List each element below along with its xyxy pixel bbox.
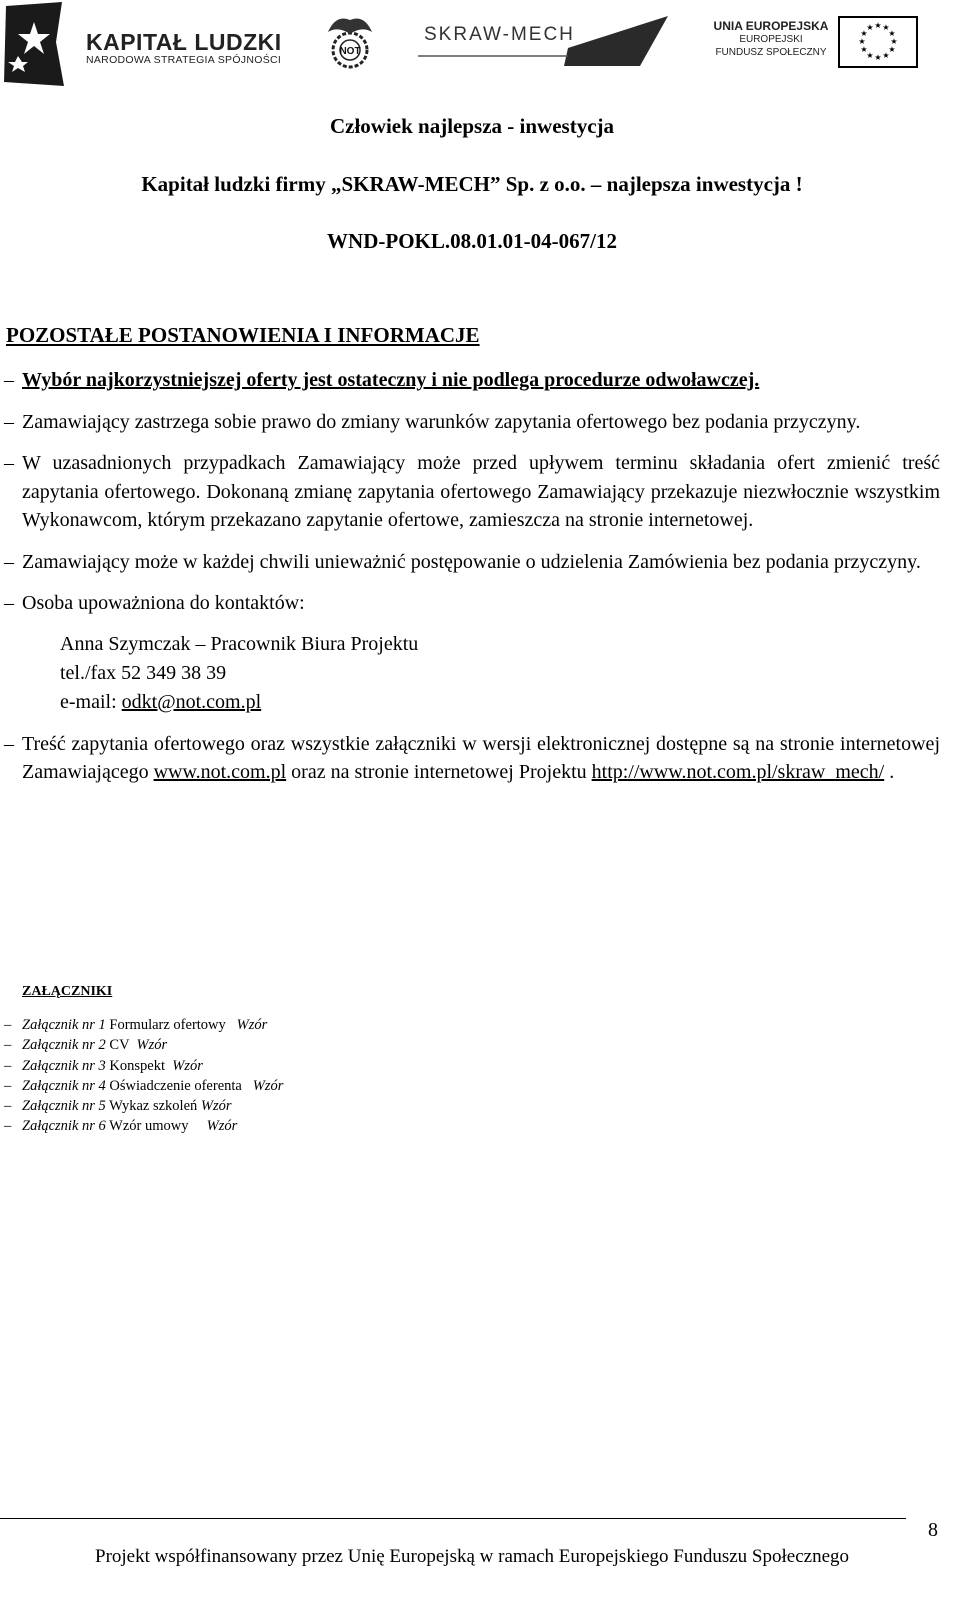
not-logo-text: NOT: [339, 46, 361, 57]
contact-name: Anna Szymczak – Pracownik Biura Projektu: [60, 632, 419, 655]
contact-email-line: [60, 688, 940, 717]
dash-marker: –: [4, 1098, 12, 1115]
attachment-item: [6, 1076, 283, 1096]
attachment-label: Załącznik nr 3: [22, 1057, 106, 1074]
kapital-ludzki-name: KAPITAŁ LUDZKI: [86, 29, 282, 55]
header-line-2: Kapitał ludzki firmy „SKRAW-MECH” Sp. z o.o. – najlepsza inwestycja !: [141, 172, 803, 196]
eu-flag-icon: [838, 16, 918, 68]
list-item: [6, 449, 940, 535]
attachment-name: Oświadczenie oferenta: [109, 1077, 242, 1094]
attachment-tag: Wzór: [206, 1118, 238, 1135]
dash-marker: –: [4, 1118, 12, 1135]
attachment-item: [6, 1056, 283, 1076]
dash-marker: –: [4, 592, 14, 614]
project-link[interactable]: http://www.not.com.pl/skraw_mech/: [591, 761, 885, 783]
dash-marker: –: [4, 1077, 12, 1094]
list-item: [6, 589, 940, 717]
contact-block: [22, 630, 940, 717]
attachment-label: Załącznik nr 5: [22, 1098, 106, 1115]
attachment-name: Wzór umowy: [109, 1118, 189, 1135]
dash-marker: –: [4, 369, 14, 391]
attachment-tag: Wzór: [172, 1057, 203, 1074]
bullet-text: W uzasadnionych przypadkach Zamawiający może przed upływem terminu składania ofert zmienić treść zapytania ofertowego. Dokonaną zmianę zapytania ofertowego Zamawiający przekazuje niezwłocznie wszystkim Wykonawcom, którym przekazano zapytanie ofertowe, zamieszcza na stronie internetowej.: [22, 452, 940, 531]
attachment-tag: Wzór: [236, 1017, 268, 1033]
website-link[interactable]: www.not.com.pl: [153, 761, 287, 783]
kapital-ludzki-star-icon: [4, 2, 64, 86]
svg-text:★: ★: [860, 45, 868, 54]
attachments-list: [6, 1015, 283, 1137]
page-number: 8: [928, 1519, 938, 1541]
footer-divider: [0, 1518, 906, 1519]
svg-text:★: ★: [874, 21, 882, 30]
project-number: WND-POKL.08.01.01-04-067/12: [327, 229, 617, 253]
svg-text:★: ★: [866, 51, 874, 60]
bullet-text: Zamawiający zastrzega sobie prawo do zmiany warunków zapytania ofertowego bez podania przyczyny.: [22, 410, 861, 433]
attachment-item: [6, 1096, 283, 1116]
svg-text:★: ★: [860, 29, 868, 38]
svg-text:★: ★: [882, 51, 890, 60]
svg-text:★: ★: [888, 29, 896, 38]
attachment-name: Wykaz szkoleń: [109, 1098, 198, 1115]
attachment-label: Załącznik nr 1: [22, 1017, 106, 1033]
list-item: [6, 730, 940, 787]
header-line-1: Człowiek najlepsza - inwestycja: [329, 114, 615, 138]
attachment-label: Załącznik nr 6: [22, 1118, 106, 1135]
svg-text:★: ★: [874, 53, 882, 62]
bullet-text: .: [889, 761, 895, 783]
logo-bar: [0, 0, 960, 80]
svg-text:★: ★: [888, 45, 896, 54]
attachment-name: CV: [109, 1037, 130, 1054]
attachment-label: Załącznik nr 4: [22, 1077, 106, 1094]
section-title: POZOSTAŁE POSTANOWIENIA I INFORMACJE: [6, 323, 480, 347]
list-item: [6, 548, 940, 577]
attachment-tag: Wzór: [136, 1037, 168, 1054]
bullet-text: oraz na stronie internetowej Projektu: [291, 761, 587, 783]
eu-line2: EUROPEJSKI: [739, 34, 803, 45]
attachment-tag: Wzór: [252, 1077, 284, 1094]
eu-text: [708, 20, 834, 59]
provisions-list: [6, 366, 940, 800]
skraw-mech-logo-text: SKRAW-MECH: [424, 24, 575, 45]
footer-text: Projekt współfinansowany przez Unię Europejską w ramach Europejskiego Funduszu Społecznego: [95, 1546, 849, 1567]
not-emblem-icon: [322, 12, 378, 70]
eu-line1: UNIA EUROPEJSKA: [713, 19, 829, 33]
bullet-text: Wybór najkorzystniejszej oferty jest ostateczny i nie podlega procedurze odwoławczej.: [22, 369, 760, 391]
contact-phone: tel./fax 52 349 38 39: [60, 661, 227, 684]
dash-marker: –: [4, 1037, 12, 1054]
svg-text:★: ★: [866, 23, 874, 32]
contact-email-label: e-mail:: [60, 690, 117, 713]
dash-marker: –: [4, 550, 14, 573]
dash-marker: –: [4, 1017, 12, 1033]
attachment-name: Konspekt: [109, 1057, 165, 1074]
svg-text:★: ★: [890, 37, 898, 46]
skraw-mech-logo: [418, 14, 674, 68]
kapital-ludzki-logo: [86, 30, 282, 66]
dash-marker: –: [4, 732, 14, 755]
attachment-name: Formularz ofertowy: [109, 1017, 226, 1033]
kapital-ludzki-subtitle: NARODOWA STRATEGIA SPÓJNOŚCI: [86, 54, 282, 66]
dash-marker: –: [4, 410, 14, 433]
dash-marker: –: [4, 1057, 12, 1074]
attachment-item: [6, 1116, 283, 1136]
bullet-text: Treść zapytania ofertowego oraz wszystkie załączniki w wersji elektronicznej dostępne są na stronie internetowej Zamawiającego: [22, 732, 940, 783]
list-item: [6, 366, 940, 395]
attachment-label: Załącznik nr 2: [22, 1037, 106, 1054]
eu-line3: FUNDUSZ SPOŁECZNY: [715, 47, 827, 58]
contact-email-link[interactable]: odkt@not.com.pl: [121, 690, 262, 713]
bullet-text: Osoba upoważniona do kontaktów:: [22, 592, 305, 614]
svg-text:★: ★: [882, 23, 890, 32]
attachment-item: [6, 1015, 283, 1035]
dash-marker: –: [4, 452, 14, 474]
svg-text:★: ★: [858, 37, 866, 46]
list-item: [6, 408, 940, 437]
attachment-tag: Wzór: [200, 1098, 232, 1115]
attachment-item: [6, 1035, 283, 1055]
attachments-title: ZAŁĄCZNIKI: [22, 984, 113, 999]
bullet-text: Zamawiający może w każdej chwili unieważnić postępowanie o udzielenia Zamówienia bez podania przyczyny.: [22, 550, 921, 573]
